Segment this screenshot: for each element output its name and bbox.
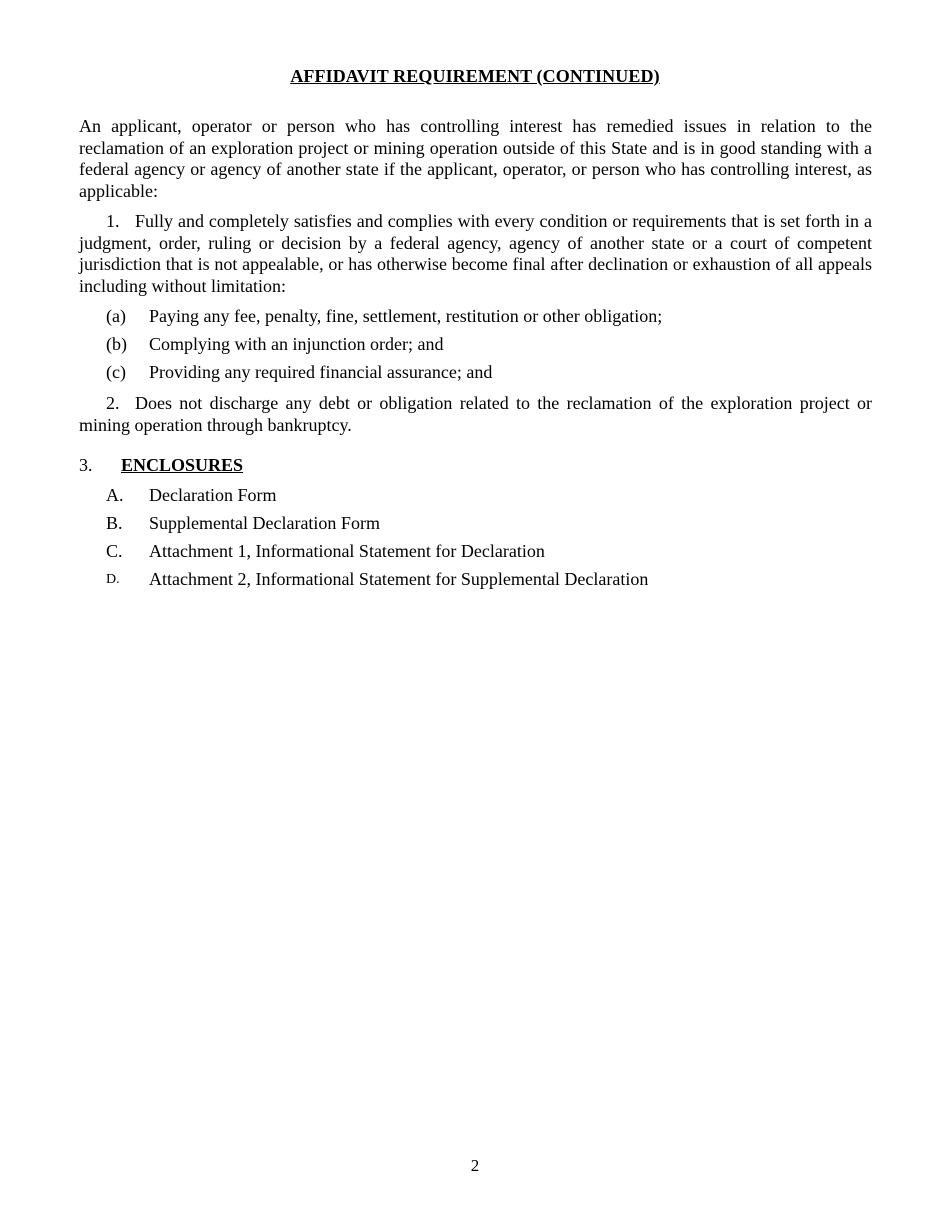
list-item-text: Attachment 2, Informational Statement for Supplemental Declaration	[149, 568, 649, 589]
section-number: 3.	[79, 455, 93, 475]
list-item	[79, 513, 872, 541]
list-item-label: (b)	[106, 334, 127, 354]
list-item	[79, 334, 872, 362]
list-item-text: Declaration Form	[149, 484, 277, 505]
numbered-paragraph-1	[79, 211, 872, 297]
list-item	[79, 362, 872, 390]
list-item-label: B.	[106, 512, 123, 533]
paragraph-number: 2.	[106, 393, 120, 413]
list-item	[79, 541, 872, 569]
list-item-label: (c)	[106, 362, 126, 382]
paragraph-number: 1.	[106, 211, 120, 231]
section-title: ENCLOSURES	[121, 455, 244, 475]
paragraph-text: Does not discharge any debt or obligation related to the reclamation of the exploration project or mining operation through bankruptcy.	[79, 393, 872, 435]
list-item-label: A.	[106, 484, 124, 505]
intro-paragraph: An applicant, operator or person who has controlling interest has remedied issues in relation to the reclamation of an exploration project or mining operation outside of this State and is in good standing with a federal agency or agency of another state if the applicant, operator, or person who has controlling interest, as applicable:	[79, 116, 872, 201]
page-number: 2	[470, 1156, 480, 1175]
list-item-text: Attachment 1, Informational Statement for Declaration	[149, 540, 545, 561]
list-item	[79, 306, 872, 334]
list-item	[79, 569, 872, 597]
numbered-paragraph-2	[79, 393, 872, 436]
document-body	[79, 116, 872, 597]
list-item	[79, 485, 872, 513]
list-item-text: Complying with an injunction order; and	[149, 334, 444, 354]
section-heading	[79, 455, 872, 477]
page-title: AFFIDAVIT REQUIREMENT (CONTINUED)	[290, 66, 660, 86]
enclosure-list	[79, 485, 872, 597]
list-item-text: Paying any fee, penalty, fine, settlement, restitution or other obligation;	[149, 306, 663, 326]
list-item-text: Supplemental Declaration Form	[149, 512, 380, 533]
list-item-label: D.	[106, 571, 120, 587]
list-item-label: (a)	[106, 306, 126, 326]
sub-item-list	[79, 306, 872, 390]
list-item-text: Providing any required financial assurance; and	[149, 362, 493, 382]
paragraph-text: Fully and completely satisfies and complies with every condition or requirements that is set forth in a judgment, order, ruling or decision by a federal agency, agency of another state or a court of competent jurisdiction that is not appealable, or has otherwise become final after declination or exhaustion of all appeals including without limitation:	[79, 211, 872, 296]
list-item-label: C.	[106, 540, 123, 561]
